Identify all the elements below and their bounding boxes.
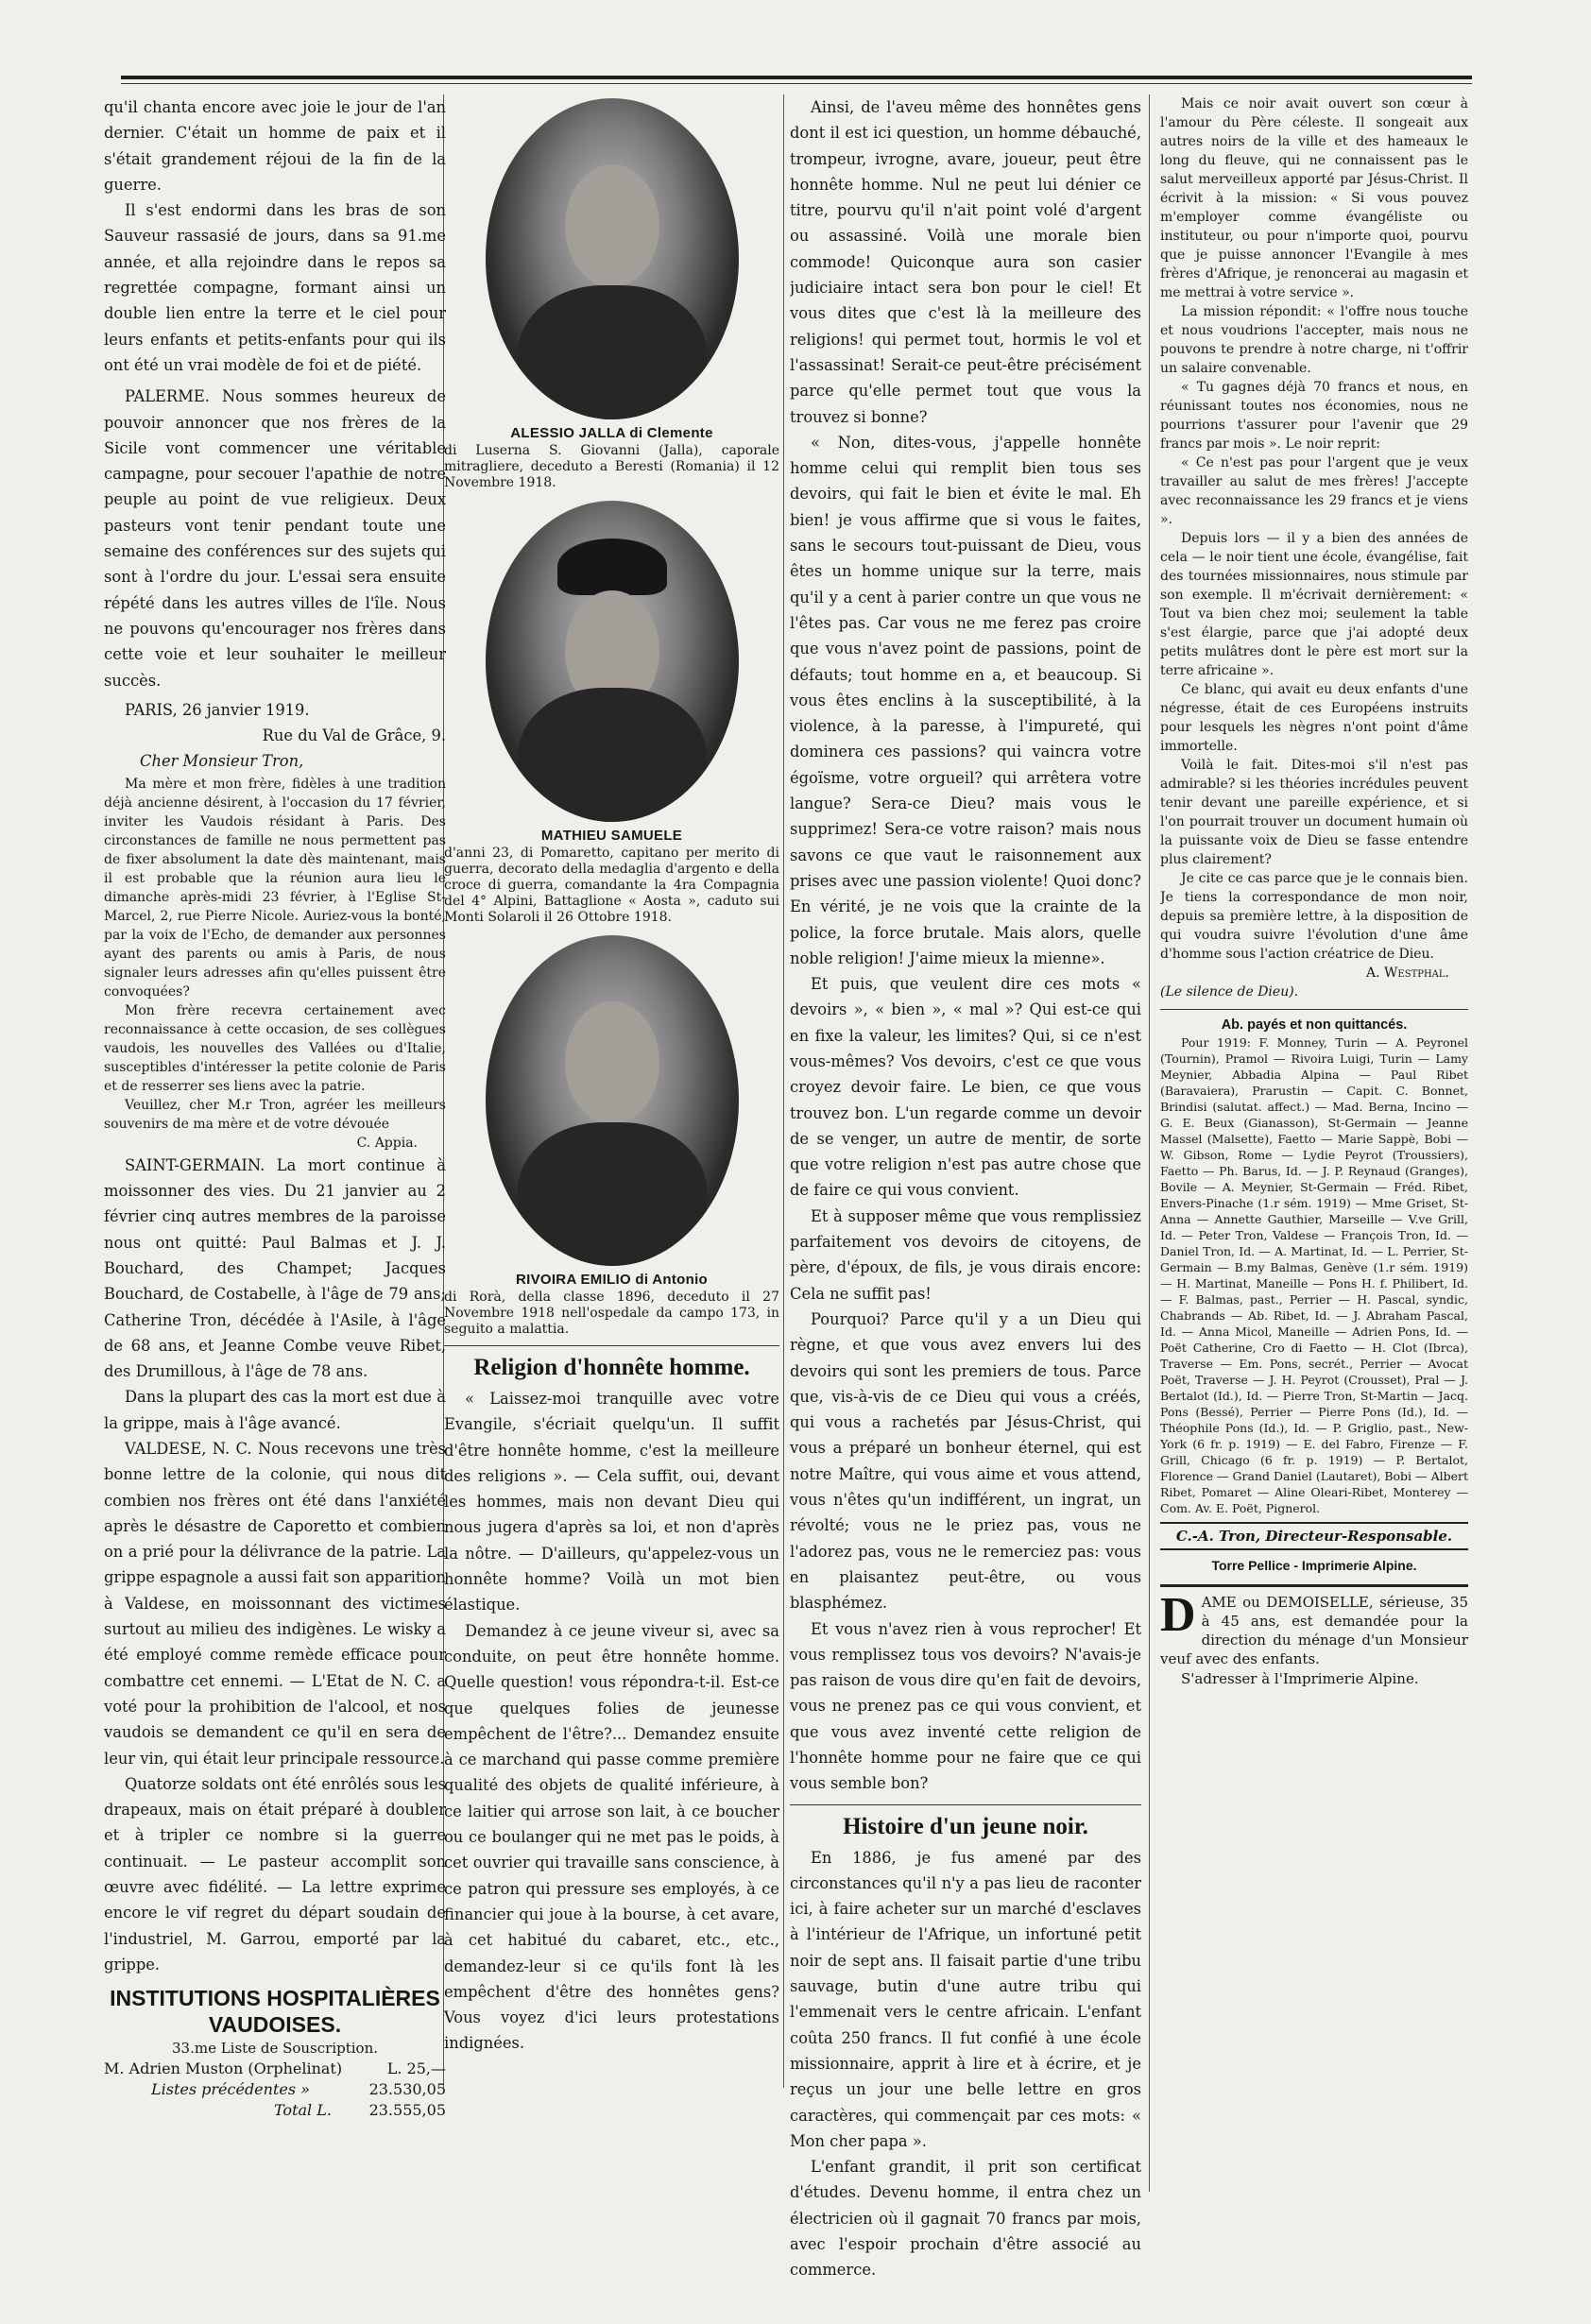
paragraph: En 1886, je fus amené par des circonstances qu'il n'y a pas lieu de raconter ici, à faire acheter sur un marché d'esclaves à l'intérieur de l'Afrique, un infortuné petit noir de sept ans. Il faisait partie d'une tribu sauvage, butin d'une autre tribu qui l'emmenait vers le centre africain. L'enfant coûta 250 francs. Il fut confié à une école missionnaire, apprit à lire et à écrire, et je reçus un jour une belle lettre en gros caractères, qui commençait par ces mots: « Mon cher papa ». bbox=[790, 1848, 1141, 2150]
paragraph: Veuillez, cher M.r Tron, agréer les meilleurs souvenirs de ma mère et de votre dévouée bbox=[104, 1097, 446, 1132]
paragraph: Quatorze soldats ont été enrôlés sous les drapeaux, mais on était préparé à doubler et à tripler ce nombre si la guerre continuait. — Le pasteur accomplit son œuvre avec fidélité. — La lettre exprime encore le vif regret du départ soudain de l'industriel, M. Garrou, emporté par la grippe. bbox=[104, 1774, 446, 1974]
director-name: C.-A. Tron, Directeur-Responsable. bbox=[1175, 1528, 1453, 1545]
article-source: (Le silence de Dieu). bbox=[1160, 984, 1299, 1000]
portrait-caption-text: di Luserna S. Giovanni (Jalla), caporale mitragliere, deceduto a Beresti (Romania) il 12 Novembre 1918. bbox=[444, 443, 779, 490]
portrait-photo bbox=[486, 501, 739, 822]
top-rule bbox=[121, 76, 1472, 79]
section-divider bbox=[1160, 1009, 1468, 1010]
subscription-row bbox=[104, 2059, 446, 2079]
subscription-name: Listes précédentes » bbox=[151, 2080, 310, 2099]
top-rule-thin bbox=[121, 83, 1472, 84]
letter-salutation: Cher Monsieur Tron, bbox=[140, 752, 304, 771]
ad-text: AME ou DEMOISELLE, sérieuse, 35 à 45 ans, est demandée pour la direction du ménage d'un Monsieur veuf avec des enfants. bbox=[1160, 1594, 1468, 1667]
paragraph: Pourquoi? Parce qu'il y a un Dieu qui règne, et que vous avez envers lui des devoirs qui sont les premiers de tous. Parce que, vis-à-vis de ce Dieu qui vous a créés, qui vous a rachetés par Jésus-Christ, qui vous a préparé un bonheur éternel, qui est notre Maître, qui vous aime et vous attend, vous n'êtes qu'un indifférent, un ingrat, un révolté; vous ne le priez pas, vous ne l'adorez pas, vous ne le remerciez pas: vous en plaisantez peut-être, ou vous blasphémez. bbox=[790, 1309, 1141, 1613]
paragraph: Voilà le fait. Dites-moi s'il n'est pas admirable? si les théories incrédules peuvent tenir devant une pareille expérience, et si l'on pourrait trouver un document humain où la puissante voix de Dieu se fasse entendre plus clairement? bbox=[1160, 758, 1468, 867]
paragraph: Mon frère recevra certainement avec reconnaissance à cette occasion, de ses collègues vaudois, les nouvelles des Vallées ou d'Italie, susceptibles d'intéresser la petite colonie de Paris et de resserrer ses liens avec la patrie. bbox=[104, 1002, 446, 1094]
paragraph: Il s'est endormi dans les bras de son Sauveur rassasié de jours, dans sa 91.me année, et alla rejoindre dans le repos sa regrettée compagne, formant ainsi un double lien entre la terre et le ciel pour leurs enfants et petits-enfants pour qui ils ont été un vrai modèle de foi et de piété. bbox=[104, 201, 446, 374]
portrait-caption-text: d'anni 23, di Pomaretto, capitano per merito di guerra, decorato della medaglia d'argento e della croce di guerra, comandante la 4ra Compagnia del 4° Alpini, Battaglione « Aosta », caduto sui Monti Solaroli il 26 Ottobre 1918. bbox=[444, 846, 779, 925]
paragraph: Et puis, que veulent dire ces mots « devoirs », « bien », « mal »? Qui est-ce qui en fixe la valeur, les limites? Qui, si ce n'est vous-mêmes? Vos devoirs, c'est ce que vous croyez devoir faire. Le bien, ce que vous trouvez bon. L'un regarde comme un devoir de se venger, un autre de mentir, de sorte que votre religion n'est pas autre chose que de faire ce qui vous convient. bbox=[790, 975, 1141, 1200]
subscription-total-value: 23.555,05 bbox=[368, 2101, 446, 2120]
portrait-caption-name: ALESSIO JALLA di Clemente bbox=[510, 425, 713, 441]
ad-contact: S'adresser à l'Imprimerie Alpine. bbox=[1181, 1670, 1419, 1687]
portrait-uniform bbox=[518, 688, 707, 822]
director-line bbox=[1160, 1522, 1468, 1550]
news-valdese: VALDESE, N. C. Nous recevons une très bonne lettre de la colonie, qui nous dit combien nos frères ont été dans l'anxiété après le désastre de Caporetto et combien on a prié pour la délivrance de la patrie. La grippe espagnole a aussi fait son apparition à Valdese, en moissonnant des victimes surtout au milieu des indigènes. Le wisky a été employé comme remède efficace pour combattre cet ennemi. — L'Etat de N. C. a voté pour la prohibition de l'alcool, et nos vaudois se demandent ce qu'il en sera de leur vin, qui était leur principale ressource. bbox=[104, 1439, 446, 1768]
paragraph: « Tu gagnes déjà 70 francs et nous, en réunissant toutes nos économies, nous ne pourrions t'assurer pour l'avenir que 29 francs par mois ». Le noir reprit: bbox=[1160, 380, 1468, 452]
portrait-caption-name: RIVOIRA EMILIO di Antonio bbox=[515, 1272, 709, 1288]
subscription-total-row bbox=[104, 2100, 446, 2121]
subscription-value: L. 25,— bbox=[386, 2059, 446, 2078]
paragraph: « Ce n'est pas pour l'argent que je veux travailler au salut de mes frères! J'accepte avec reconnaissance les 29 francs et je viens ». bbox=[1160, 455, 1468, 527]
subscription-value: 23.530,05 bbox=[368, 2080, 446, 2099]
paragraph: « Laissez-moi tranquille avec votre Evangile, s'écriait quelqu'un. Il suffit d'être honnête homme, c'est la meilleure des religions ». — Cela suffit, oui, devant les hommes, mais non devant Dieu qui nous jugera d'après sa loi, et non d'après la nôtre. — D'ailleurs, qu'appelez-vous un honnête homme? Voilà un mot bien élastique. bbox=[444, 1390, 779, 1615]
article-title: Religion d'honnête homme. bbox=[473, 1355, 750, 1380]
column-divider bbox=[783, 94, 784, 2088]
letter-date: PARIS, 26 janvier 1919. bbox=[125, 700, 310, 719]
paragraph: Et vous n'avez rien à vous reprocher! Et vous remplissez tous vos devoirs? N'avais-je pas raison de vous dire qu'en fait de devoirs, vous ne prenez pas ce qui vous convient, et que vous avez inventé cette religion de l'honnête homme pour ne faire que ce qui vous semble bon? bbox=[790, 1619, 1141, 1793]
column-1 bbox=[104, 94, 446, 2121]
institutions-title: INSTITUTIONS HOSPITALIÈRES VAUDOISES. bbox=[110, 1986, 440, 2038]
subscription-list-title: 33.me Liste de Souscription. bbox=[171, 2040, 379, 2058]
article-signature: A. Westphal. bbox=[1366, 965, 1449, 981]
classified-ad bbox=[1160, 1588, 1468, 1689]
news-palerme: PALERME. Nous sommes heureux de pouvoir annoncer que nos frères de la Sicile vont commencer une véritable campagne, pour secouer l'apathie de notre peuple au point de vue religieux. Deux pasteurs vont tenir pendant toute une semaine des conférences sur des sujets qui sont à l'ordre du jour. L'essai sera ensuite répété dans les autres villes de l'île. Nous ne pouvons qu'encourager nos frères dans cette voie et leur souhaiter le meilleur succès. bbox=[104, 387, 446, 690]
portrait-uniform bbox=[518, 285, 707, 419]
section-divider bbox=[790, 1804, 1141, 1805]
section-divider bbox=[444, 1345, 779, 1346]
column-3 bbox=[790, 94, 1141, 2283]
article-title: Histoire d'un jeune noir. bbox=[843, 1813, 1088, 1839]
subscription-row bbox=[104, 2079, 446, 2100]
paragraph: Dans la plupart des cas la mort est due à la grippe, mais à l'âge avancé. bbox=[104, 1388, 446, 1432]
paragraph: Ce blanc, qui avait eu deux enfants d'une négresse, était de ces Européens instruits pour lesquels les nègres n'ont point d'âme immortelle. bbox=[1160, 682, 1468, 754]
portrait-photo bbox=[486, 98, 739, 419]
paragraph: Mais ce noir avait ouvert son cœur à l'amour du Père céleste. Il songeait aux autres noirs de la ville et des hameaux le long du fleuve, qui ne connaissent pas le salut merveilleux apporté par Jésus-Christ. Il écrivit à la mission: « Si vous pouvez m'employer comme évangéliste ou instituteur, ou pour n'importe quoi, pourvu que je puisse annoncer l'Evangile à mes frères d'Afrique, je renoncerai au magasin et me mettrai à votre service ». bbox=[1160, 96, 1468, 300]
paragraph: Ainsi, de l'aveu même des honnêtes gens dont il est ici question, un homme débauché, trompeur, ivrogne, avare, joueur, peut être honnête homme. Nul ne peut lui dénier ce titre, pourvu qu'il n'ait point volé d'argent ou assassiné. Voilà une morale bien commode! Quiconque aura son casier judiciaire intact sera bon pour le ciel! Et vous dites que c'est là la meilleure des religions! qui permet tout, hormis le vol et l'assassinat! Serait-ce peut-être précisément parce qu'elle permet tout que vous la trouvez si bonne? bbox=[790, 98, 1141, 426]
section-divider bbox=[1160, 1584, 1468, 1587]
paragraph: Depuis lors — il y a bien des années de cela — le noir tient une école, évangélise, fait des tournées missionnaires, nous stimule par son exemple. Il m'écrivait dernièrement: « Tout va bien chez moi; seulement la table s'est élargie, parce que j'ai adopté deux petits mulâtres dont le père est mort sur la terre africaine ». bbox=[1160, 531, 1468, 678]
paragraph: L'enfant grandit, il prit son certificat d'études. Devenu homme, il entra chez un électricien où il gagnait 70 francs par mois, avec l'espoir prochain d'être associé au commerce. bbox=[790, 2158, 1141, 2280]
portrait-face bbox=[565, 1001, 659, 1124]
portrait-hat bbox=[557, 538, 667, 595]
portrait-photo bbox=[486, 935, 739, 1266]
letter-signature: C. Appia. bbox=[356, 1135, 418, 1151]
paragraph: Et à supposer même que vous remplissiez parfaitement vos devoirs de citoyens, de père, d'époux, de fils, je vous dirais encore: Cela ne suffit pas! bbox=[790, 1206, 1141, 1303]
portrait-face bbox=[565, 164, 659, 287]
subscriptions-title: Ab. payés et non quittancés. bbox=[1221, 1017, 1408, 1033]
column-4 bbox=[1160, 94, 1468, 1689]
paragraph: Ma mère et mon frère, fidèles à une tradition déjà ancienne désirent, à l'occasion du 17 février, inviter les Vaudois résidant à Paris. Des circonstances de famille ne nous permettent pas de fixer absolument la date dès maintenant, mais il est probable que la réunion aura lieu le dimanche après-midi 23 février, à l'Eglise St-Marcel, 2, rue Pierre Nicole. Auriez-vous la bonté, par la voix de l'Echo, de demander aux personnes ayant des parents ou amis à Paris, de nous signaler leurs adresses afin qu'elles puissent être convoquées? bbox=[104, 776, 446, 1000]
paragraph: La mission répondit: « l'offre nous touche et nous voudrions l'accepter, mais nous ne pouvons te prendre à notre charge, ni t'offrir un salaire convenable. bbox=[1160, 304, 1468, 376]
subscription-name: M. Adrien Muston (Orphelinat) bbox=[104, 2059, 343, 2078]
portrait-caption-name: MATHIEU SAMUELE bbox=[540, 828, 683, 844]
subscriptions-list: Pour 1919: F. Monney, Turin — A. Peyronel (Tournin), Pramol — Rivoira Luigi, Turin — Lamy Meynier, Abbadia Alpina — Paul Ribet (Baravaiera), Prarustin — Capit. C. Bonnet, Brindisi (salutat. affect.) — Mad. Berna, Incino — G. E. Beux (Gianasson), St-Germain — Jeanne Massel (Malsette), Faetto — Marie Sappè, Bobi — W. Gibson, Rome — Lydie Peyrot (Troussiers), Faetto — Ph. Barus, Id. — J. P. Reynaud (Granges), Bovile — A. Meynier, St-Germain — Fréd. Ribet, Envers-Pinache (1.r sém. 1919) — Mme Griset, St-Anna — Annette Gauthier, Marseille — V.ve Grill, Id. — Peter Tron, Valdese — François Tron, Id. — Daniel Tron, Id. — A. Martinat, Id. — L. Perrier, St-Germain — B.my Balmas, Genève (1.r sém. 1919) — H. Martinat, Maneille — Pons H. f. Philibert, Id. — F. Balmas, past., Perrier — H. Pascal, syndic, Chabrands — Ab. Ribet, Id. — J. Abraham Pascal, Id. — Anna Micol, Maneille — Adrien Pons, Id. — Poët Catherine, Cro di Faetto — H. Clot (Ibrca), Traverse — Em. Pons, secrét., Perrier — Avocat Poët, Traverse — J. H. Peyrot (Crousset), Pral — J. Bertalot (Id.), Id. — Pierre Tron, St-Martin — Jacq. Pons (Bessé), Perrier — Pierre Pons (Id.), Id. — Théophile Pons (Id.), Id. — P. Griglio, past., New-York (6 fr. p. 1919) — E. del Fabro, Firenze — F. Grill, Chicago (6 fr. p. 1919) — P. Bertalot, Florence — Grand Daniel (Lautaret), Bobi — Albert Ribet, Pomaret — Aline Oleari-Ribet, Monterey — Com. Av. E. Poët, Pignerol. bbox=[1160, 1035, 1468, 1515]
ad-drop-cap: D bbox=[1160, 1588, 1196, 1642]
paragraph: qu'il chanta encore avec joie le jour de l'an dernier. C'était un homme de paix et il s'était grandement réjoui de la fin de la guerre. bbox=[104, 98, 446, 194]
portrait-caption-text: di Rorà, della classe 1896, deceduto il 27 Novembre 1918 nell'ospedale da campo 173, in seguito a malattia. bbox=[444, 1290, 779, 1337]
letter-address: Rue du Val de Grâce, 9. bbox=[262, 726, 446, 745]
news-saint-germain: SAINT-GERMAIN. La mort continue à moissonner des vies. Du 21 janvier au 2 février cinq autres membres de la paroisse nous ont quitté: Paul Balmas et J. J. Bouchard, des Champet; Jacques Bouchard, de Costabelle, à l'âge de 79 ans; Catherine Tron, décédée à l'Asile, à l'âge de 68 ans, et Jeanne Combe veuve Ribet, des Drumillous, à l'âge de 78 ans. bbox=[104, 1155, 446, 1381]
paragraph: Demandez à ce jeune viveur si, avec sa conduite, on peut être honnête homme. Quelle question! vous répondra-t-il. Est-ce que quelques folies de jeunesse empêchent de l'être?... Demandez ensuite à ce marchand qui passe comme première qualité des objets de qualité inférieure, à ce laitier qui arrose son lait, à ce boucher ou ce boulanger qui ne met pas le poids, à cet ouvrier qui travaille sans conscience, à ce patron qui pressure ses employés, à ce financier qui joue à la bourse, à cet avare, à cet habitué du cabaret, etc., etc., demandez-leur si ce qu'ils font là les empêchent d'être des honnêtes gens? Vous voyez d'ici leurs protestations indignées. bbox=[444, 1621, 779, 2053]
column-divider bbox=[1149, 94, 1150, 2192]
printer-line: Torre Pellice - Imprimerie Alpine. bbox=[1211, 1558, 1417, 1573]
paragraph: « Non, dites-vous, j'appelle honnête homme celui qui remplit bien tous ses devoirs, qui fait le bien et évite le mal. Eh bien! je vous affirme que si vous le faites, sans le secours tout-puissant de Dieu, vous êtes un homme unique sur la terre, mais qu'il y a cent à parier contre un que vous ne l'êtes pas. Car vous ne me ferez pas croire que vous n'avez point de passions, point de défauts; tout homme en a, et beaucoup. Si vous êtes enclins à la susceptibilité, à la violence, à la paresse, à l'impureté, qui dominera ces passions? qui vaincra votre égoïsme, votre orgueil? qui arrêtera votre langue? Sera-ce Dieu? mais vous le supprimez! Sera-ce votre raison? mais nous savons ce que vaut le raisonnement aux prises avec une passion violente! Quoi donc? En vérité, je ne vois que la crainte de la police, la force brutale. Mais alors, quelle noble religion! J'aime mieux la mienne». bbox=[790, 433, 1141, 967]
column-2 bbox=[444, 94, 779, 2057]
subscription-total-label: Total L. bbox=[274, 2101, 332, 2120]
portrait-uniform bbox=[518, 1122, 707, 1266]
paragraph: Je cite ce cas parce que je le connais bien. Je tiens la correspondance de mon noir, depuis sa première lettre, à la disposition de qui voudra suivre l'évolution d'une âme d'homme sous l'action créatrice de Dieu. bbox=[1160, 871, 1468, 962]
